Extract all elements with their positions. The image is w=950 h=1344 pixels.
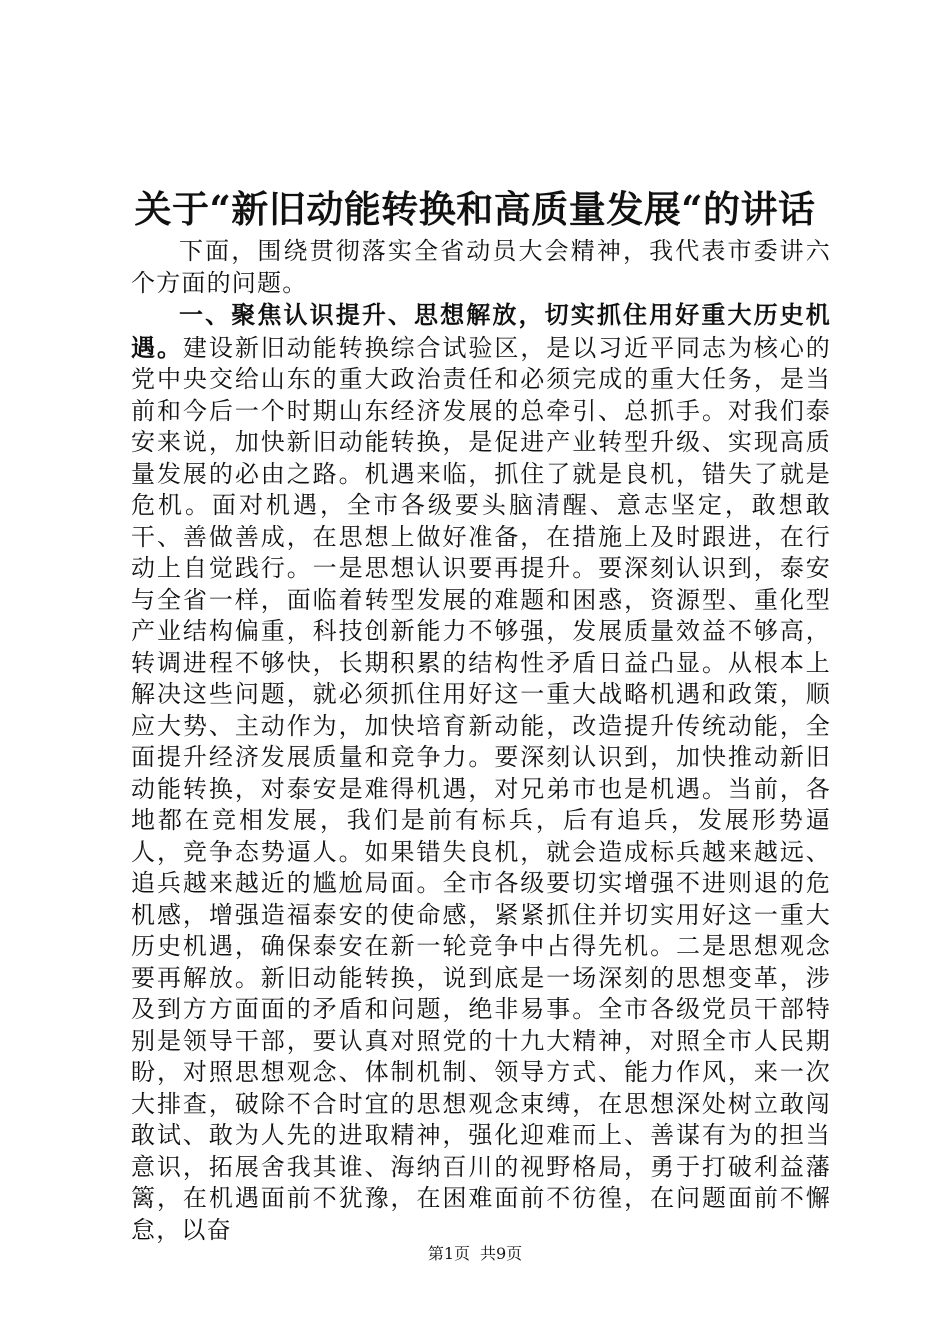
document-body — [131, 236, 831, 1246]
section-1-heading: 一、聚焦认识提升、思想解放，切实抓住用好重大历史机遇。 — [131, 300, 831, 362]
section-1-paragraph — [131, 299, 831, 1246]
total-pages: 共9页 — [480, 1244, 523, 1263]
document-title: 关于“新旧动能转换和高质量发展“的讲话 — [134, 187, 816, 231]
section-1-body: 建设新旧动能转换综合试验区，是以习近平同志为核心的党中央交给山东的重大政治责任和必须完成的重大任务，是当前和今后一个时期山东经济发展的总牵引、总抓手。对我们泰安来说，加快新旧动能转换，是促进产业转型升级、实现高质量发展的必由之路。机遇来临，抓住了就是良机，错失了就是危机。面对机遇，全市各级要头脑清醒、意志坚定，敢想敢干、善做善成，在思想上做好准备，在措施上及时跟进，在行动上自觉践行。一是思想认识要再提升。要深刻认识到，泰安与全省一样，面临着转型发展的难题和困惑，资源型、重化型产业结构偏重，科技创新能力不够强，发展质量效益不够高，转调进程不够快，长期积累的结构性矛盾日益凸显。从根本上解决这些问题，就必须抓住用好这一重大战略机遇和政策，顺应大势、主动作为，加快培育新动能，改造提升传统动能，全面提升经济发展质量和竞争力。要深刻认识到，加快推动新旧动能转换，对泰安是难得机遇，对兄弟市也是机遇。当前，各地都在竞相发展，我们是前有标兵，后有追兵，发展形势逼人，竞争态势逼人。如果错失良机，就会造成标兵越来越远、追兵越来越近的尴尬局面。全市各级要切实增强不进则退的危机感，增强造福泰安的使命感，紧紧抓住并切实用好这一重大历史机遇，确保泰安在新一轮竞争中占得先机。二是思想观念要再解放。新旧动能转换，说到底是一场深刻的思想变革，涉及到方方面面的矛盾和问题，绝非易事。全市各级党员干部特别是领导干部，要认真对照党的十九大精神，对照全市人民期盼，对照思想观念、体制机制、领导方式、能力作风，来一次大排查，破除不合时宜的思想观念束缚，在思想深处树立敢闯敢试、敢为人先的进取精神，强化迎难而上、善谋有为的担当意识，拓展舍我其谁、海纳百川的视野格局，勇于打破利益藩篱，在机遇面前不犹豫，在困难面前不彷徨，在问题面前不懈怠，以奋 — [131, 333, 832, 1244]
page-footer — [0, 1244, 950, 1264]
intro-paragraph: 下面，围绕贯彻落实全省动员大会精神，我代表市委讲六个方面的问题。 — [131, 237, 831, 297]
page-number: 第1页 — [427, 1244, 470, 1263]
